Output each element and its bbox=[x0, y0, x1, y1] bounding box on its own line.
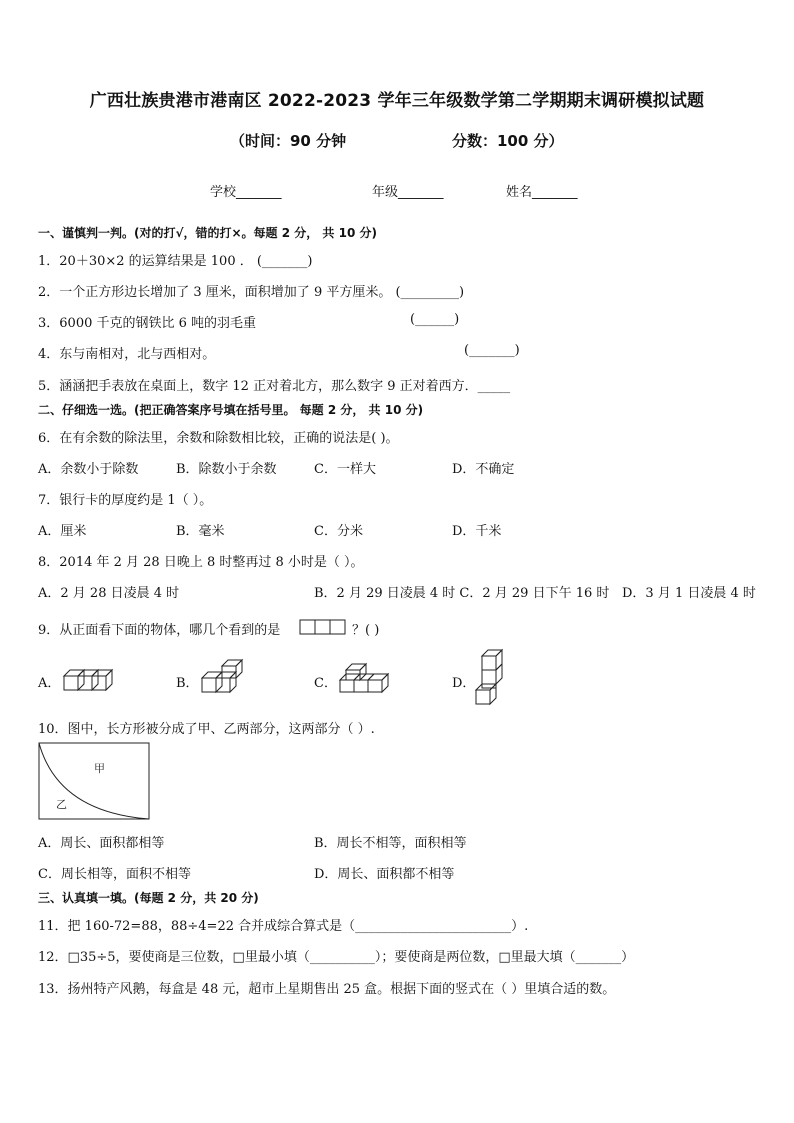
section-2-heading: 二、仔细选一选。(把正确答案序号填在括号里。 每题 2 分， 共 10 分) bbox=[38, 403, 424, 417]
question-4-blank: (_______) bbox=[464, 343, 520, 358]
q9-option-d-cubes bbox=[472, 648, 508, 710]
q8-option-a: A．2 月 28 日凌晨 4 时 bbox=[38, 586, 180, 601]
q8-option-d: D．3 月 1 日凌晨 4 时 bbox=[622, 586, 756, 601]
question-11: 11．把 160-72=88，88÷4=22 合并成综合算式是（________________________）. bbox=[38, 919, 529, 934]
q8-option-bc: B．2 月 29 日凌晨 4 时 C．2 月 29 日下午 16 时 bbox=[314, 586, 610, 601]
q10-option-a: A．周长、面积都相等 bbox=[38, 836, 165, 851]
q9-option-a-cubes bbox=[60, 662, 122, 696]
q6-option-b: B．除数小于余数 bbox=[176, 462, 277, 477]
q7-option-b: B．毫米 bbox=[176, 524, 225, 539]
question-5: 5．涵涵把手表放在桌面上，数字 12 正对着北方，那么数字 9 正对着西方．_____ bbox=[38, 379, 511, 394]
q9-option-b-cubes bbox=[198, 658, 254, 698]
q6-option-a: A．余数小于除数 bbox=[38, 462, 139, 477]
three-squares-figure bbox=[299, 619, 349, 637]
region-yi-label: 乙 bbox=[56, 798, 67, 811]
question-8: 8．2014 年 2 月 28 日晚上 8 时整再过 8 小时是（ ）。 bbox=[38, 555, 364, 570]
question-6: 6．在有余数的除法里，余数和除数相比较，正确的说法是( )。 bbox=[38, 431, 399, 446]
exam-time: （时间：90 分钟 bbox=[230, 132, 347, 150]
q9-option-d-label: D． bbox=[452, 676, 476, 691]
name-field: 姓名_______ bbox=[506, 185, 578, 200]
section-1-heading: 一、谨慎判一判。(对的打√，错的打×。每题 2 分， 共 10 分) bbox=[38, 226, 377, 240]
grade-field: 年级_______ bbox=[372, 185, 444, 200]
question-4: 4．东与南相对，北与西相对。 bbox=[38, 347, 216, 362]
q7-option-c: C．分米 bbox=[314, 524, 363, 539]
question-7: 7．银行卡的厚度约是 1（ ）。 bbox=[38, 493, 213, 508]
q10-option-c: C．周长相等，面积不相等 bbox=[38, 867, 191, 882]
page-title: 广西壮族贵港市港南区 2022-2023 学年三年级数学第二学期期末调研模拟试题 bbox=[89, 91, 705, 111]
question-12: 12．□35÷5，要使商是三位数，□里最小填（__________）；要使商是两位数，□里最大填（_______） bbox=[38, 950, 635, 965]
q7-option-a: A．厘米 bbox=[38, 524, 87, 539]
q6-option-d: D．不确定 bbox=[452, 462, 515, 477]
question-1: 1．20＋30×2 的运算结果是 100 ． (_______) bbox=[38, 254, 313, 269]
question-13: 13．扬州特产风鹅，每盒是 48 元，超市上星期售出 25 盒。根据下面的竖式在（ ）里填合适的数。 bbox=[38, 982, 616, 997]
question-9: 9．从正面看下面的物体，哪几个看到的是 bbox=[38, 623, 281, 638]
q9-option-b-label: B． bbox=[176, 676, 199, 691]
q9-option-c-label: C． bbox=[314, 676, 337, 691]
question-10: 10．图中，长方形被分成了甲、乙两部分，这两部分（ ）. bbox=[38, 722, 375, 737]
question-9-tail: ？( ) bbox=[352, 623, 380, 638]
q10-option-b: B．周长不相等，面积相等 bbox=[314, 836, 467, 851]
question-3: 3．6000 千克的钢铁比 6 吨的羽毛重 bbox=[38, 316, 257, 331]
section-3-heading: 三、认真填一填。(每题 2 分，共 20 分) bbox=[38, 891, 259, 905]
school-field: 学校_______ bbox=[210, 185, 282, 200]
region-jia-label: 甲 bbox=[94, 762, 105, 775]
question-3-blank: (______) bbox=[410, 312, 460, 327]
exam-score: 分数：100 分） bbox=[452, 132, 564, 150]
q7-option-d: D．千米 bbox=[452, 524, 502, 539]
q9-option-c-cubes bbox=[336, 662, 392, 696]
q6-option-c: C．一样大 bbox=[314, 462, 376, 477]
q9-option-a-label: A． bbox=[38, 676, 61, 691]
rectangle-split-figure bbox=[38, 742, 152, 822]
q10-option-d: D．周长、面积都不相等 bbox=[314, 867, 455, 882]
question-2: 2．一个正方形边长增加了 3 厘米，面积增加了 9 平方厘米。 (_________) bbox=[38, 285, 465, 300]
